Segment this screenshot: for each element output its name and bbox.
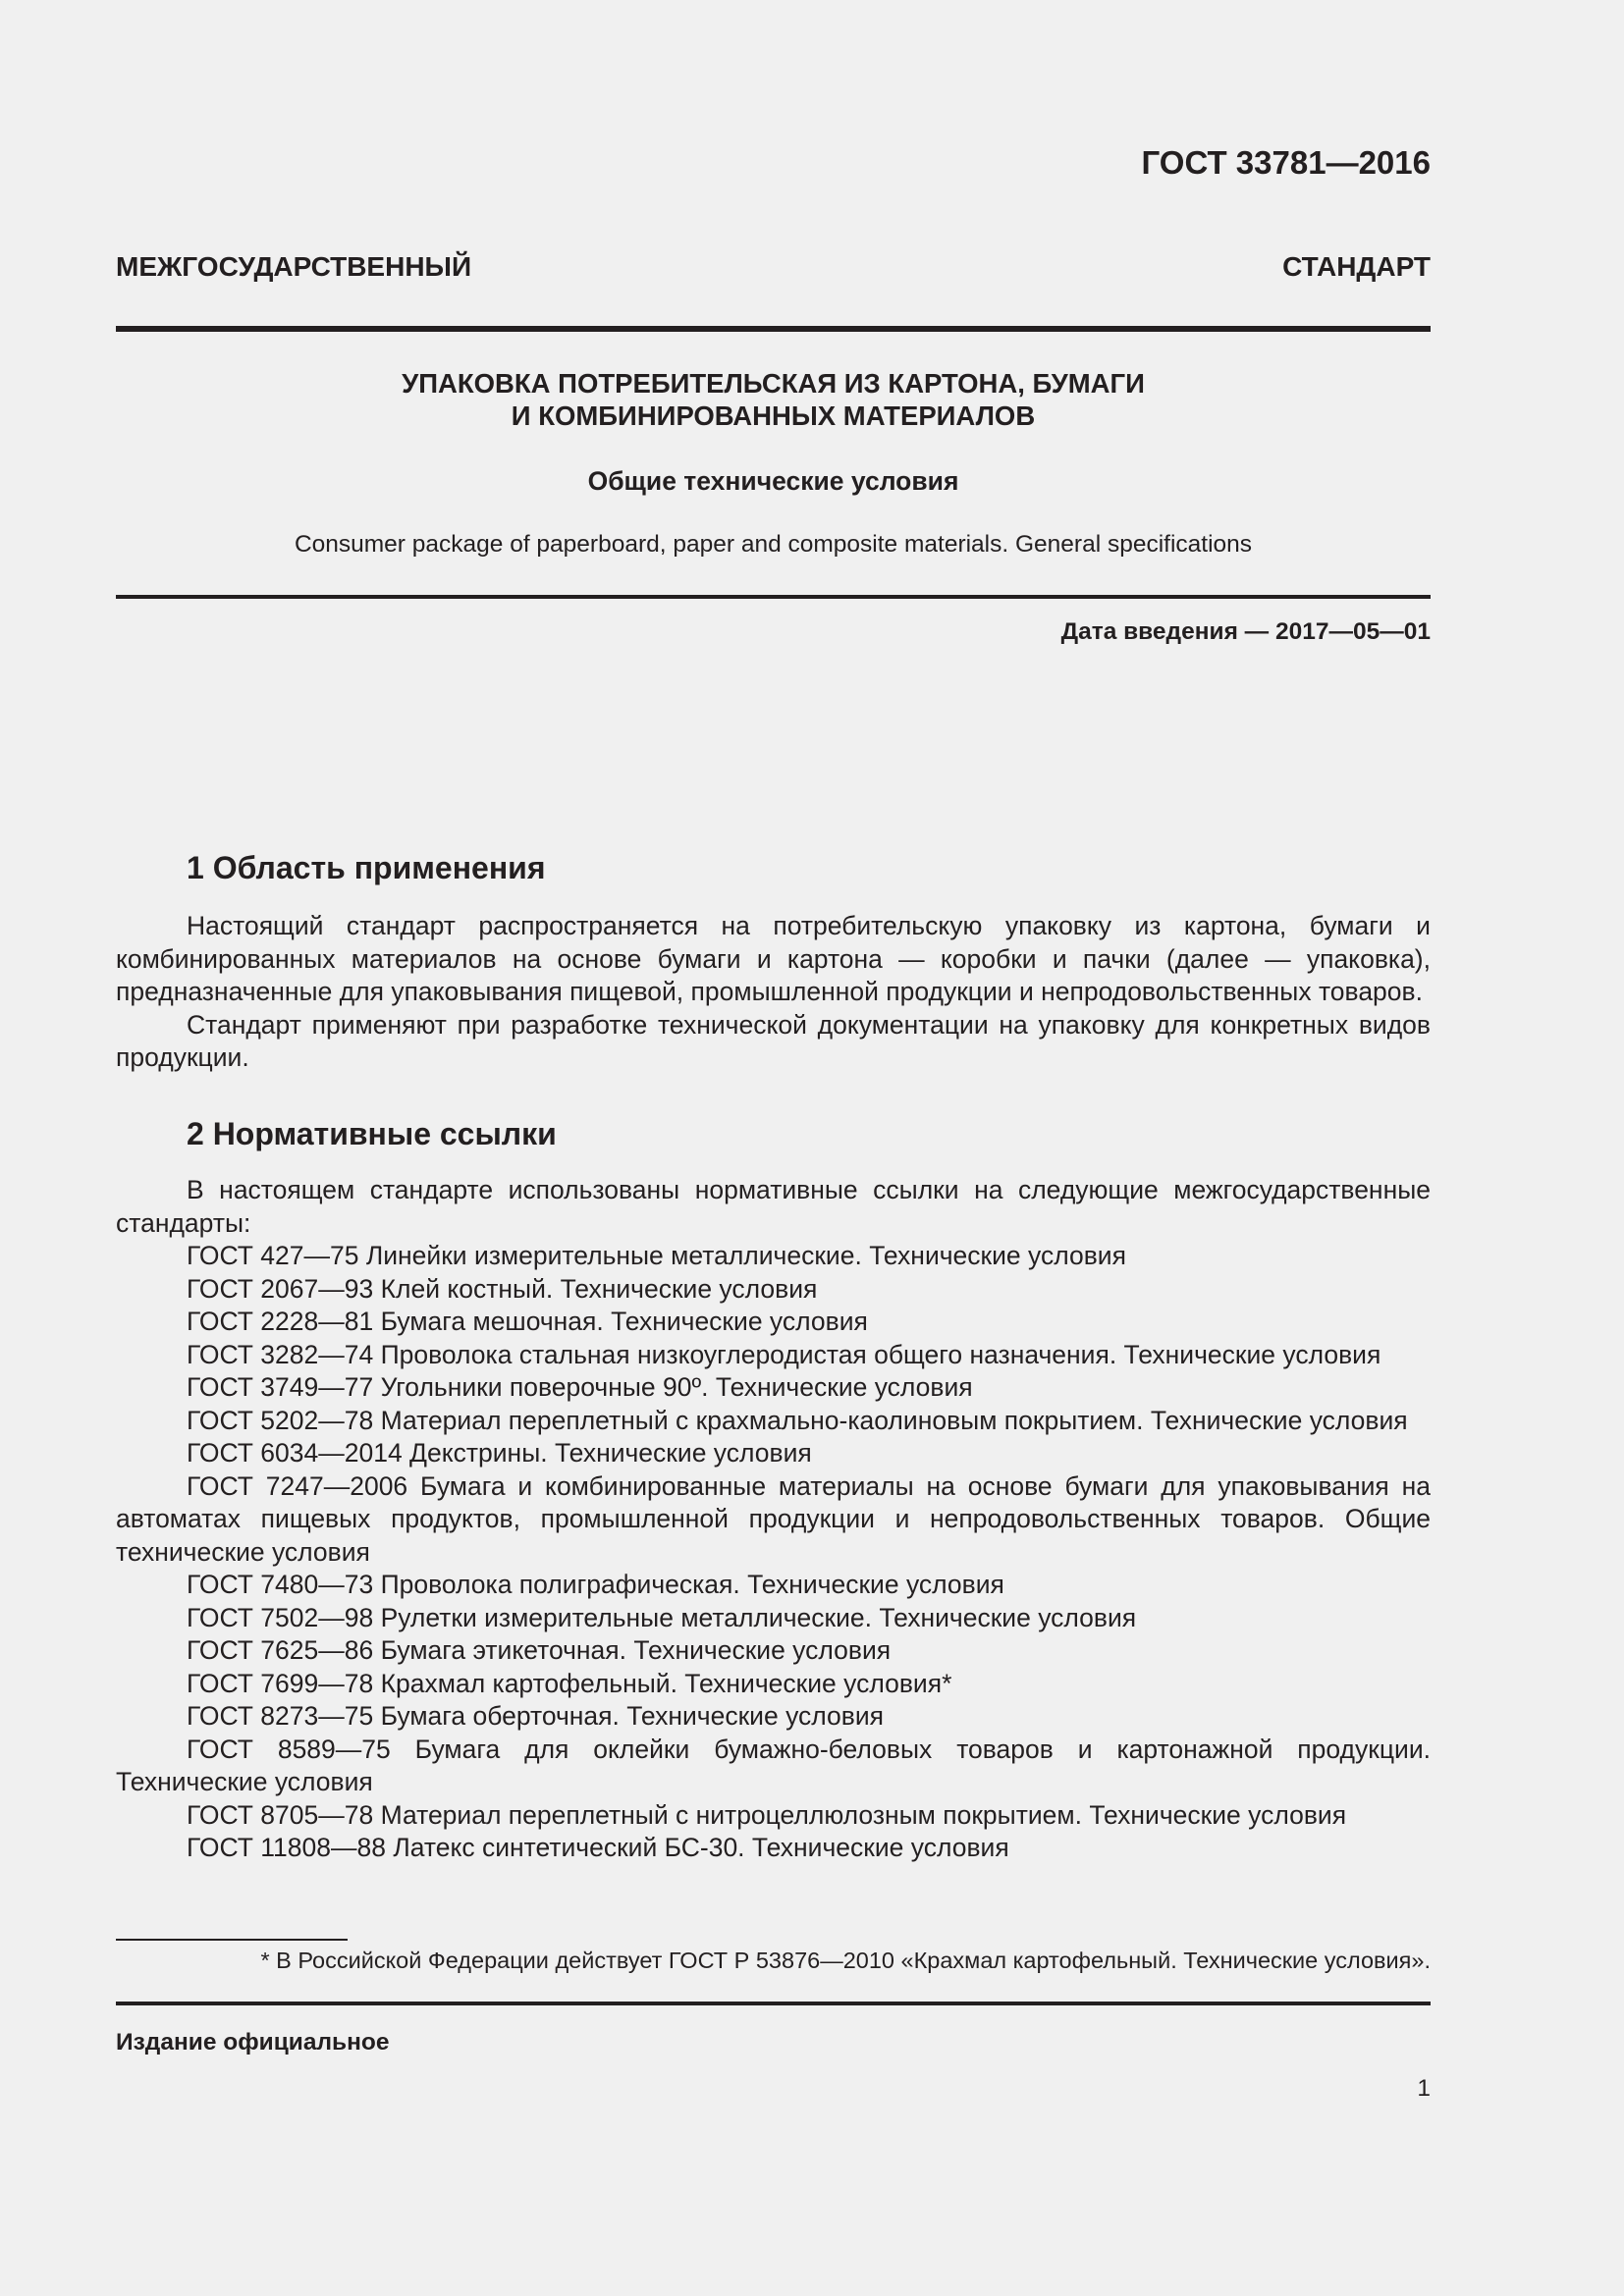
section-1-paragraph: Настоящий стандарт распространяется на потребительскую упаковку из картона, бумаги и комбинированных материалов на основе бумаги и картона — коробки и пачки (далее — упаковка), предназначенные для упаковывания пищевой, промышленной продукции и непродовольственных товаров. [116,911,1431,1006]
footer-rule [116,2002,1431,2005]
reference-item: ГОСТ 6034—2014 Декстрины. Технические условия [187,1438,812,1468]
reference-item: ГОСТ 5202—78 Материал переплетный с крахмально-каолиновым покрытием. Технические условия [187,1405,1408,1435]
reference-item: ГОСТ 7480—73 Проволока полиграфическая. Технические условия [187,1570,1004,1599]
reference-item: ГОСТ 3282—74 Проволока стальная низкоуглеродистая общего назначения. Технические условия [187,1339,1381,1369]
section-2-heading: 2 Нормативные ссылки [187,1116,557,1151]
reference-item: ГОСТ 2228—81 Бумага мешочная. Технические условия [187,1307,868,1336]
reference-item: ГОСТ 8273—75 Бумага оберточная. Технические условия [187,1701,885,1731]
header-rule [116,326,1431,332]
subtitle: Общие технические условия [587,466,959,496]
reference-item: ГОСТ 427—75 Линейки измерительные металлические. Технические условия [187,1241,1126,1270]
reference-item: ГОСТ 3749—77 Угольники поверочные 90º. Технические условия [187,1372,973,1402]
title-line-2: И КОМБИНИРОВАННЫХ МАТЕРИАЛОВ [511,400,1036,431]
footnote-separator [116,1939,348,1941]
reference-item: ГОСТ 8589—75 Бумага для оклейки бумажно-беловых товаров и картонажной продукции. Технические условия [116,1734,1431,1796]
official-edition-label: Издание официальное [116,2029,390,2056]
section-1-paragraph: Стандарт применяют при разработке технической документации на упаковку для конкретных видов продукции. [116,1009,1431,1072]
page-number: 1 [1417,2075,1431,2102]
reference-item: ГОСТ 8705—78 Материал переплетный с нитроцеллюлозным покрытием. Технические условия [187,1799,1347,1830]
title-rule [116,595,1431,599]
reference-item: ГОСТ 7625—86 Бумага этикеточная. Технические условия [187,1635,892,1665]
document-code: ГОСТ 33781—2016 [1141,144,1431,181]
footnote: * В Российской Федерации действует ГОСТ Р 53876—2010 «Крахмал картофельный. Технические условия». [260,1948,1431,1973]
section-2-body [116,1174,1431,1865]
section-1-heading: 1 Область применения [187,850,546,885]
reference-item: ГОСТ 7699—78 Крахмал картофельный. Технические условия* [187,1668,952,1698]
title-line-1: УПАКОВКА ПОТРЕБИТЕЛЬСКАЯ ИЗ КАРТОНА, БУМАГИ [402,368,1145,399]
reference-item: ГОСТ 2067—93 Клей костный. Технические условия [187,1273,818,1304]
reference-item: ГОСТ 7247—2006 Бумага и комбинированные материалы на основе бумаги для упаковывания на автоматах пищевых продуктов, промышленной продукции и непродовольственных товаров. Общие технические условия [116,1470,1431,1567]
reference-item: ГОСТ 7502—98 Рулетки измерительные металлические. Технические условия [187,1602,1137,1632]
english-title: Consumer package of paperboard, paper and composite materials. General specifications [294,531,1253,558]
section-2-intro: В настоящем стандарте использованы нормативные ссылки на следующие межгосударственные стандарты: [116,1175,1431,1238]
introduction-date: Дата введения — 2017—05—01 [1060,618,1431,645]
section-1-body [116,910,1431,1075]
reference-item: ГОСТ 11808—88 Латекс синтетический БС-30. Технические условия [187,1833,1009,1862]
standard-type-banner: МЕЖГОСУДАРСТВЕННЫЙ СТАНДАРТ [116,251,1431,282]
